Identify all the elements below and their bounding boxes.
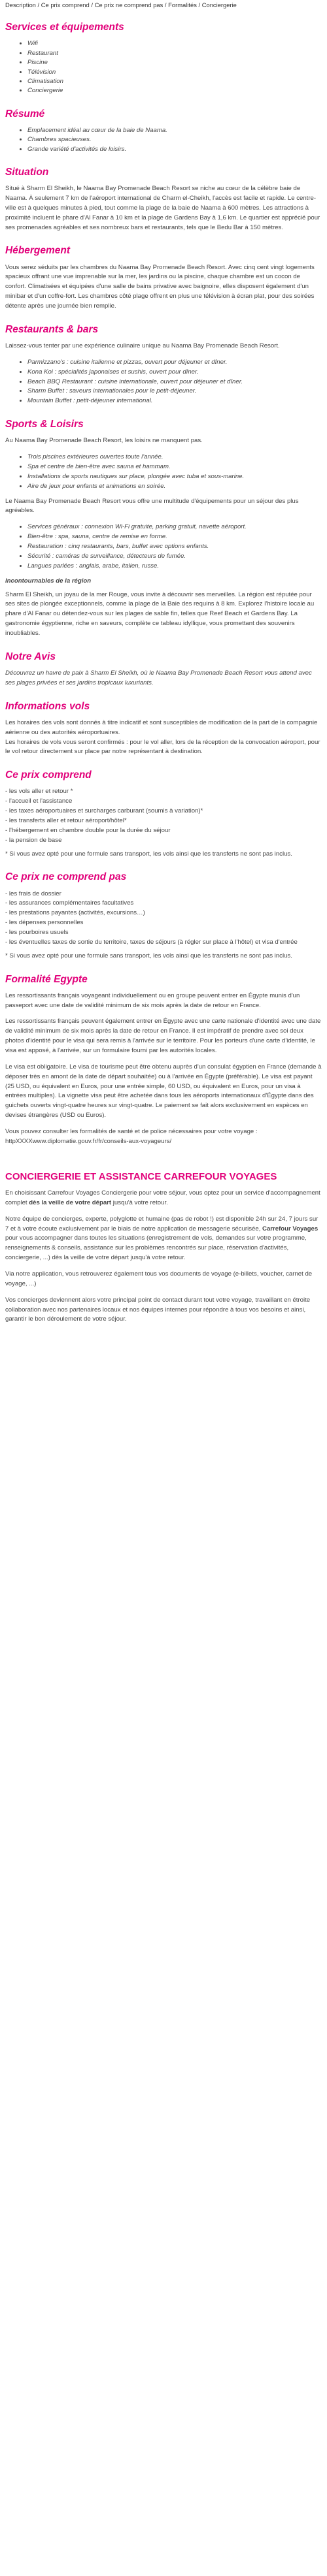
incontournables-text: Sharm El Sheikh, un joyau de la mer Rouge, vous invite à découvrir ses merveilles. La région est réputée pour ses sites de plongée exceptionnels, comme la plage de la Baie des requins à 8 km. Explorez l'histoire locale au phare d'Al Fanar ou détendez-vous sur les plages de sable fin, telles que Reef Beach et Gardens Bay. La gastronomie égyptienne, riche en saveurs, complète ce tableau idyllique, vous promettant des souvenirs inoubliables. [5, 590, 315, 637]
list-item: - les éventuelles taxes de sortie du territoire, taxes de séjours (à régler sur place à l'hôtel) et visa d'entrée [5, 938, 298, 946]
avis-heading: Notre Avis [5, 651, 56, 662]
list-item: • Emplacement idéal au cœur de la baie de Naama. [27, 126, 322, 135]
list-item: - les vols aller et retour * [5, 788, 73, 796]
conciergerie-text-2 [5, 1215, 322, 1263]
list-item: - l'accueil et l'assistance [5, 797, 73, 805]
hebergement-heading: Hébergement [5, 245, 71, 257]
list-item: - l'hébergement en chambre double pour la durée du séjour [5, 826, 171, 834]
conciergerie-text-1a: En choisissant Carrefour Voyages Conciergerie pour votre séjour, vous optez pour un service d'accompagnement complet [5, 1189, 320, 1206]
list-item: - les prestations payantes (activités, excursions…) [5, 909, 145, 917]
list-item: • Conciergerie [27, 86, 322, 95]
list-item: • Sécurité : caméras de surveillance, détecteurs de fumée. [27, 552, 322, 562]
list-item: • Restauration : cinq restaurants, bars, buffet avec options enfants. [27, 542, 322, 552]
list-item: • Kona Koi : spécialités japonaises et sushis, ouvert pour dîner. [27, 368, 322, 378]
conciergerie-brand: Carrefour Voyages [262, 1225, 318, 1232]
list-item: • Piscine [27, 58, 322, 67]
list-item: • Bien-être : spa, sauna, centre de remise en forme. [27, 532, 322, 542]
services-heading: Services et équipements [5, 22, 124, 33]
list-item: • Beach BBQ Restaurant : cuisine internationale, ouvert pour déjeuner et dîner. [27, 378, 322, 387]
tab-description[interactable]: Description [5, 1, 36, 8]
tab-bar [5, 1, 322, 9]
vols-text-1: Les horaires des vols sont donnés à titre indicatif et sont susceptibles de modification de la part de la compagnie aérienne ou des autorités aéroportuaires. [5, 718, 318, 736]
conciergerie-text-3: Via notre application, vous retrouverez également tous vos documents de voyage (e-billets, voucher, carnet de voyage, ...) [5, 1270, 313, 1287]
incontournables-subheading: Incontournables de la région [5, 577, 92, 585]
conciergerie-heading: CONCIERGERIE ET ASSISTANCE CARREFOUR VOYAGES [5, 1170, 277, 1182]
hebergement-text: Vous serez séduits par les chambres du Naama Bay Promenade Beach Resort. Avec cinq cent vingt logements spacieux offrant une vue imprenable sur la mer, les jardins ou la piscine, chaque chambre est un cocon de confort. Climatisées et équipées d'une salle de bains privative avec baignoire, elles disposent également d'un minibar et d'un coffre-fort. Les chambres côté plage offrent en plus une télévision à écran plat, pour des soirées détente après une journée bien remplie. [5, 263, 315, 310]
restaurants-list [5, 358, 322, 406]
formalite-text-3: Le visa est obligatoire. Le visa de tourisme peut être obtenu auprès d'un consulat égyptien en France (demande à déposer très en amont de la date de départ souhaitée) ou à l'arrivée en Égypte (préférable). Le visa est payant (25 USD, ou équivalent en Euros, pour une entrée simple, 60 USD, ou équivalent en Euros, pour un visa à entrées multiples). La vignette visa peut être achetée dans tous les aéroports internationaux d'Égypte dans des guichets ouverts vingt-quatre heures sur vingt-quatre. Le paiement se fait alors exclusivement en espèces en devises étrangères (USD ou Euros). [5, 1063, 322, 1119]
vols-block [5, 718, 322, 757]
list-item: • Trois piscines extérieures ouvertes toute l'année. [27, 453, 322, 462]
formalite-text-4: Vous pouvez consulter les formalités de santé et de police nécessaires pour votre voyage : [5, 1128, 258, 1135]
tab-ce-prix-comprend[interactable]: / Ce prix comprend [38, 1, 90, 8]
list-item: • Sharm Buffet : saveurs internationales pour le petit-déjeuner. [27, 387, 322, 396]
situation-heading: Situation [5, 167, 49, 178]
list-item: • Chambres spacieuses. [27, 135, 322, 144]
conciergerie-text-2a: Notre équipe de concierges, experte, polyglotte et humaine (pas de robot !) est disponible 24h sur 24, 7 jours sur 7 et à votre écoute exclusivement par le biais de notre application de messagerie sécurisée, [5, 1215, 318, 1232]
list-item: • Installations de sports nautiques sur place, plongée avec tuba et sous-marine. [27, 472, 322, 482]
list-item: - les assurances complémentaires facultatives [5, 899, 134, 907]
list-item: - les transferts aller et retour aéroport/hôtel* [5, 816, 127, 824]
resume-list [5, 126, 322, 154]
sports-list [5, 453, 322, 491]
comprend-heading: Ce prix comprend [5, 769, 92, 781]
sports-intro-2: Le Naama Bay Promenade Beach Resort vous offre une multitude d'équipements pour un séjour des plus agréables. [5, 497, 299, 515]
services-list [5, 39, 322, 95]
list-item: • Grande variété d'activités de loisirs. [27, 145, 322, 154]
vols-text-2: Les horaires de vols vous seront confirmés : pour le vol aller, lors de la réception de la convocation aéroport, pour le vol retour directement sur place par notre représentant à destination. [5, 738, 320, 756]
ne-comprend-heading: Ce prix ne comprend pas [5, 871, 127, 883]
formalite-text-2: Les ressortissants français peuvent également entrer en Égypte avec une carte nationale d'identité avec une date de validité minimum de six mois après la date de retour en France. Il est impératif de prendre avec soi deux photos d'identité pour le visa qui sera remis à l'arrivée sur le territoire. Pour les porteurs d'une carte d'identité, le visa est apposé, à l'arrivée, sur un formulaire fourni par les autorités locales. [5, 1018, 321, 1054]
list-item: - les dépenses personnelles [5, 919, 84, 927]
list-item: • Wifi [27, 39, 322, 48]
formalite-heading: Formalité Egypte [5, 973, 88, 985]
comprend-list [5, 787, 322, 845]
tab-conciergerie[interactable]: / Conciergerie [199, 1, 237, 8]
list-item: • Parmizzano's : cuisine italienne et pizzas, ouvert pour déjeuner et dîner. [27, 358, 322, 368]
conciergerie-text-1c: jusqu'à votre retour. [111, 1199, 168, 1206]
tab-ce-prix-ne-comprend-pas[interactable]: / Ce prix ne comprend pas [91, 1, 163, 8]
list-item: • Mountain Buffet : petit-déjeuner international. [27, 396, 322, 406]
list-item: - les taxes aéroportuaires et surcharges carburant (soumis à variation)* [5, 807, 203, 815]
ne-comprend-list [5, 890, 322, 948]
comprend-note: * Si vous avez opté pour une formule sans transport, les vols ainsi que les transferts ne sont pas inclus. [5, 850, 292, 858]
formalite-text-1: Les ressortissants français voyageant individuellement ou en groupe peuvent entrer en Égypte munis d'un passeport avec une date de validité minimum de six mois après la date de retour en France. [5, 991, 300, 1009]
sports-heading: Sports & Loisirs [5, 419, 84, 430]
list-item: - la pension de base [5, 836, 62, 844]
resume-heading: Résumé [5, 108, 45, 120]
list-item: • Climatisation [27, 77, 322, 86]
list-item: - les pourboires usuels [5, 928, 69, 936]
restaurants-intro: Laissez-vous tenter par une expérience culinaire unique au Naama Bay Promenade Beach Resort. [5, 342, 280, 350]
tab-formalites[interactable]: / Formalités [165, 1, 197, 8]
list-item: - les frais de dossier [5, 890, 61, 897]
conciergerie-text-1 [5, 1189, 322, 1208]
conciergerie-text-2c: pour vous accompagner dans toutes les situations (enregistrement de vols, demandes sur votre programme, renseignements & conseils, assistance sur les problèmes rencontrés sur place, réservation d'activités, conciergerie, ...) dès la veille de votre départ jusqu'à votre retour. [5, 1234, 307, 1262]
ne-comprend-note: * Si vous avez opté pour une formule sans transport, les vols ainsi que les transferts ne sont pas inclus. [5, 952, 292, 959]
equipements-list [5, 523, 322, 571]
list-item: • Langues parlées : anglais, arabe, italien, russe. [27, 562, 322, 572]
list-item: • Restaurant [27, 49, 322, 58]
list-item: • Spa et centre de bien-être avec sauna et hammam. [27, 462, 322, 472]
restaurants-heading: Restaurants & bars [5, 323, 99, 335]
sports-intro: Au Naama Bay Promenade Beach Resort, les loisirs ne manquent pas. [5, 437, 203, 445]
list-item: • Télévision [27, 68, 322, 77]
list-item: • Aire de jeux pour enfants et animations en soirée. [27, 482, 322, 492]
vols-heading: Informations vols [5, 700, 90, 712]
conciergerie-text-4: Vos concierges deviennent alors votre principal point de contact durant tout votre voyage, travaillant en étroite collaboration avec nos partenaires locaux et nos équipes internes pour répondre à tous vos besoins et ainsi, garantir le bon déroulement de votre séjour. [5, 1296, 311, 1323]
list-item: • Services généraux : connexion Wi-Fi gratuite, parking gratuit, navette aéroport. [27, 523, 322, 532]
formalite-link[interactable]: httpXXXXwww.diplomatie.gouv.fr/fr/conseils-aux-voyageurs/ [5, 1137, 172, 1145]
situation-text: Situé à Sharm El Sheikh, le Naama Bay Promenade Beach Resort se niche au cœur de la célèbre baie de Naama. À seulement 7 km de l'aéroport international de Charm el-Cheikh, l'accès est facile et rapide. Le centre-ville est à quelques minutes à pied, tout comme la plage de la baie de Naama à 600 mètres. Les attractions à proximité incluent le phare d'Al Fanar à 10 km et la plage de Gardens Bay à 1,6 km. Le quartier est apprécié pour ses promenades agréables et ses nombreux bars et restaurants, tels que le Bedu Bar à 150 mètres. [5, 185, 320, 231]
conciergerie-text-1b: dès la veille de votre départ [29, 1199, 112, 1206]
avis-text: Découvrez un havre de paix à Sharm El Sheikh, où le Naama Bay Promenade Beach Resort vous attend avec ses plages privées et ses jardins tropicaux luxuriants. [5, 669, 312, 686]
